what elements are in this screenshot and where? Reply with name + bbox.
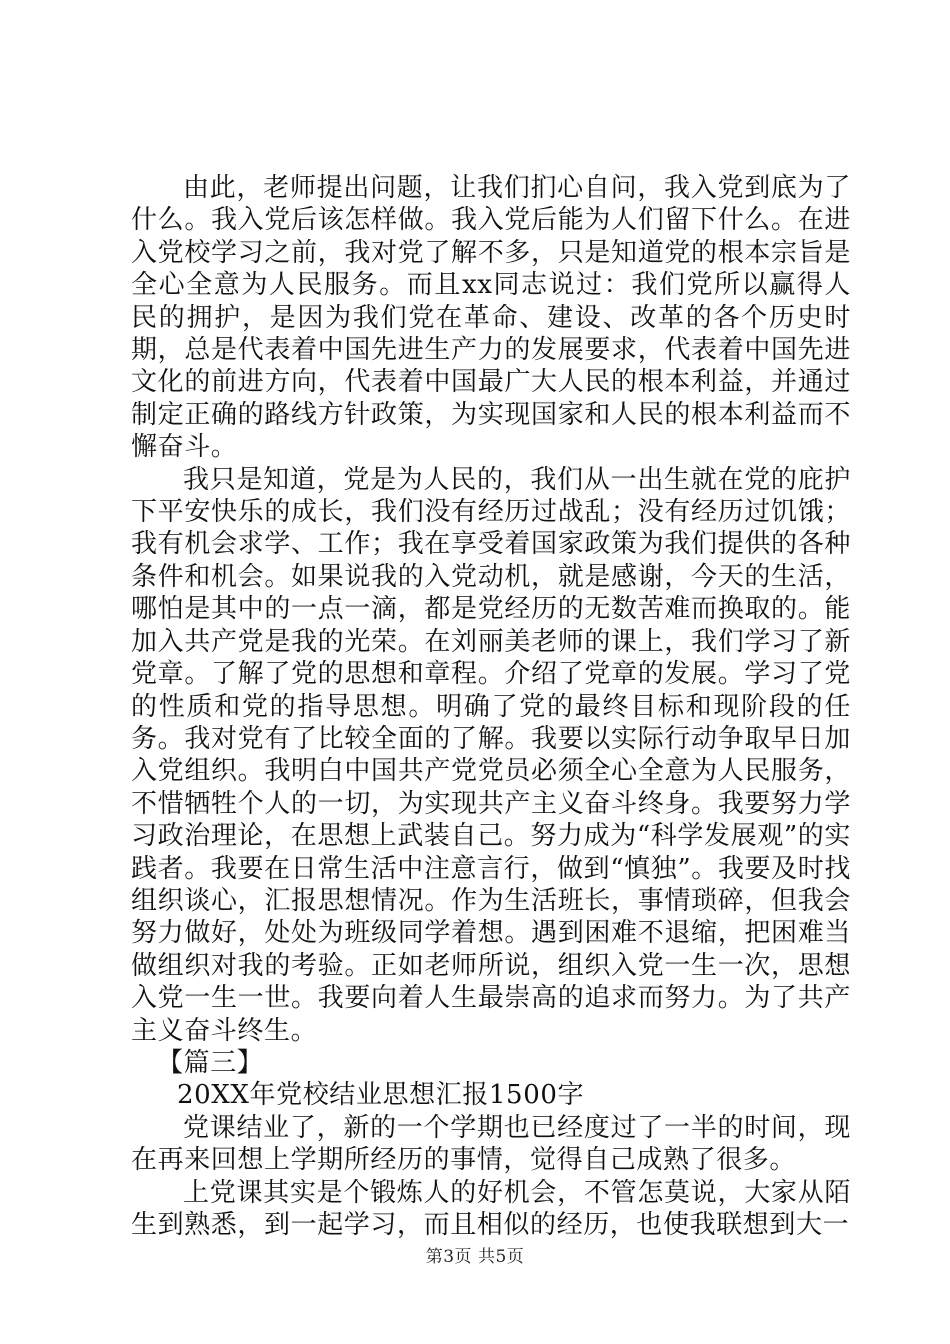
document-body bbox=[131, 172, 851, 1241]
page-footer: 第3页 共5页 bbox=[425, 1247, 525, 1267]
paragraph: 上党课其实是个锻炼人的好机会，不管怎莫说，大家从陌生到熟悉，到一起学习，而且相似的经历，也使我联想到大一 bbox=[131, 1177, 851, 1240]
section-subtitle: 20XX年党校结业思想汇报1500字 bbox=[177, 1080, 585, 1111]
paragraph: 由此，老师提出问题，让我们扪心自问，我入党到底为了什么。我入党后该怎样做。我入党后能为人们留下什么。在进入党校学习之前，我对党了解不多，只是知道党的根本宗旨是全心全意为人民服务。而且xx同志说过：我们党所以赢得人民的拥护，是因为我们党在革命、建设、改革的各个历史时期，总是代表着中国先进生产力的发展要求，代表着中国先进文化的前进方向，代表着中国最广大人民的根本利益，并通过制定正确的路线方针政策，为实现国家和人民的根本利益而不懈奋斗。 bbox=[131, 173, 851, 463]
paragraph: 我只是知道，党是为人民的，我们从一出生就在党的庇护下平安快乐的成长，我们没有经历过战乱；没有经历过饥饿；我有机会求学、工作；我在享受着国家政策为我们提供的各种条件和机会。如果说我的入党动机，就是感谢，今天的生活，哪怕是其中的一点一滴，都是党经历的无数苦难而换取的。能加入共产党是我的光荣。在刘丽美老师的课上，我们学习了新党章。了解了党的思想和章程。介绍了党章的发展。学习了党的性质和党的指导思想。明确了党的最终目标和现阶段的任务。我对党有了比较全面的了解。我要以实际行动争取早日加入党组织。我明白中国共产党党员必须全心全意为人民服务，不惜牺牲个人的一切，为实现共产主义奋斗终身。我要努力学习政治理论，在思想上武装自己。努力成为“科学发展观”的实践者。我要在日常生活中注意言行，做到“慎独”。我要及时找组织谈心，汇报思想情况。作为生活班长，事情琐碎，但我会努力做好，处处为班级同学着想。遇到困难不退缩，把困难当做组织对我的考验。正如老师所说，组织入党一生一次，思想入党一生一世。我要向着人生最崇高的追求而努力。为了共产主义奋斗终生。 bbox=[131, 464, 851, 1046]
paragraph: 党课结业了，新的一个学期也已经度过了一半的时间，现在再来回想上学期所经历的事情，觉得自己成熟了很多。 bbox=[131, 1112, 851, 1176]
section-marker: 【篇三】 bbox=[157, 1047, 264, 1078]
